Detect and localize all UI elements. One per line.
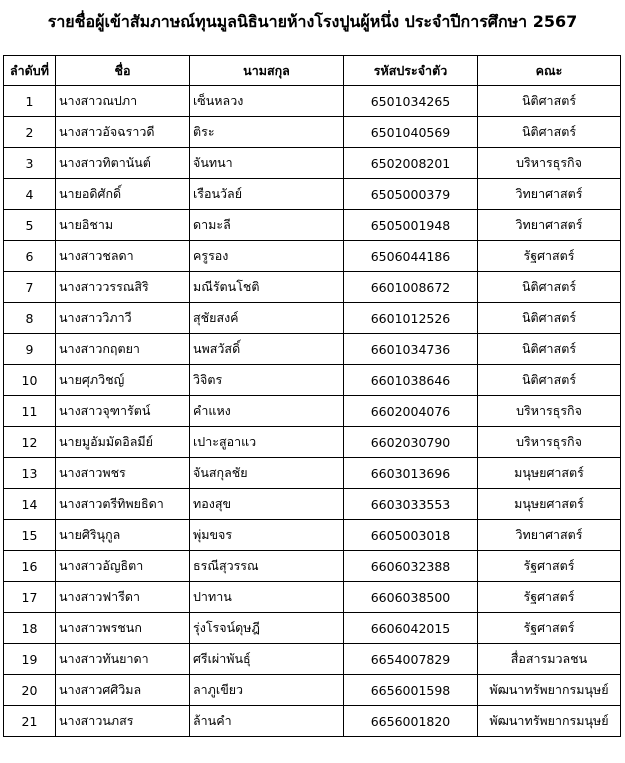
student-id: 6505000379 [344, 179, 478, 210]
interviewee-table [3, 55, 621, 737]
student-id: 6601012526 [344, 303, 478, 334]
first-name: นางสาวนภสร [56, 706, 190, 737]
last-name: วิจิตร [190, 365, 344, 396]
faculty: บริหารธุรกิจ [478, 148, 621, 179]
faculty: นิติศาสตร์ [478, 272, 621, 303]
last-name: มณีรัตนโชติ [190, 272, 344, 303]
first-name: นางสาวตรีทิพยธิดา [56, 489, 190, 520]
first-name: นายมูอัมมัดอิลมีย์ [56, 427, 190, 458]
page-title: รายชื่อผู้เข้าสัมภาษณ์ทุนมูลนิธินายห้างโรงปูนผู้หนึ่ง ประจำปีการศึกษา 2567 [47, 12, 578, 31]
faculty: รัฐศาสตร์ [478, 241, 621, 272]
header-name: ชื่อ [56, 56, 190, 86]
last-name: ดามะลี [190, 210, 344, 241]
student-id: 6602004076 [344, 396, 478, 427]
faculty: นิติศาสตร์ [478, 117, 621, 148]
faculty: มนุษยศาสตร์ [478, 458, 621, 489]
row-number: 13 [4, 458, 56, 489]
student-id: 6502008201 [344, 148, 478, 179]
first-name: นางสาวทันยาดา [56, 644, 190, 675]
table-row [4, 334, 621, 365]
student-id: 6501034265 [344, 86, 478, 117]
table-row [4, 241, 621, 272]
table-row [4, 117, 621, 148]
first-name: นางสาวกฤตยา [56, 334, 190, 365]
last-name: ติระ [190, 117, 344, 148]
row-number: 19 [4, 644, 56, 675]
row-number: 2 [4, 117, 56, 148]
faculty: พัฒนาทรัพยากรมนุษย์ [478, 706, 621, 737]
student-id: 6601034736 [344, 334, 478, 365]
faculty: รัฐศาสตร์ [478, 613, 621, 644]
table-row [4, 396, 621, 427]
last-name: ล้านคำ [190, 706, 344, 737]
table-row [4, 551, 621, 582]
row-number: 3 [4, 148, 56, 179]
header-num: ลำดับที่ [4, 56, 56, 86]
table-row [4, 675, 621, 706]
table-row [4, 179, 621, 210]
last-name: ธรณีสุวรรณ [190, 551, 344, 582]
table-header-row [4, 56, 621, 86]
row-number: 17 [4, 582, 56, 613]
table-row [4, 489, 621, 520]
last-name: จันสกุลชัย [190, 458, 344, 489]
student-id: 6506044186 [344, 241, 478, 272]
student-id: 6606038500 [344, 582, 478, 613]
faculty: มนุษยศาสตร์ [478, 489, 621, 520]
student-id: 6605003018 [344, 520, 478, 551]
first-name: นางสาวศศิวิมล [56, 675, 190, 706]
last-name: จันทนา [190, 148, 344, 179]
first-name: นางสาวอัญธิตา [56, 551, 190, 582]
faculty: นิติศาสตร์ [478, 86, 621, 117]
row-number: 8 [4, 303, 56, 334]
first-name: นางสาวพรชนก [56, 613, 190, 644]
last-name: ทองสุข [190, 489, 344, 520]
table-row [4, 520, 621, 551]
student-id: 6656001820 [344, 706, 478, 737]
first-name: นางสาวทิตานันต์ [56, 148, 190, 179]
last-name: เซ็นหลวง [190, 86, 344, 117]
last-name: เรือนวัลย์ [190, 179, 344, 210]
table-row [4, 303, 621, 334]
student-id: 6602030790 [344, 427, 478, 458]
row-number: 4 [4, 179, 56, 210]
table-row [4, 458, 621, 489]
first-name: นางสาวณปภา [56, 86, 190, 117]
last-name: สุชัยสงค์ [190, 303, 344, 334]
table-row [4, 272, 621, 303]
faculty: บริหารธุรกิจ [478, 396, 621, 427]
faculty: นิติศาสตร์ [478, 365, 621, 396]
first-name: นางสาวอัจฉราวดี [56, 117, 190, 148]
table-row [4, 210, 621, 241]
first-name: นางสาวฟารีดา [56, 582, 190, 613]
first-name: นางสาวพชร [56, 458, 190, 489]
first-name: นางสาวจุฑารัตน์ [56, 396, 190, 427]
faculty: นิติศาสตร์ [478, 334, 621, 365]
first-name: นายศิรินุกูล [56, 520, 190, 551]
row-number: 15 [4, 520, 56, 551]
last-name: ลาภูเขียว [190, 675, 344, 706]
header-faculty: คณะ [478, 56, 621, 86]
row-number: 9 [4, 334, 56, 365]
first-name: นางสาววรรณสิริ [56, 272, 190, 303]
row-number: 5 [4, 210, 56, 241]
first-name: นายอดิศักดิ์ [56, 179, 190, 210]
row-number: 10 [4, 365, 56, 396]
last-name: ครูรอง [190, 241, 344, 272]
student-id: 6606032388 [344, 551, 478, 582]
last-name: พุ่มขจร [190, 520, 344, 551]
last-name: รุ่งโรจน์ดุษฎี [190, 613, 344, 644]
table-body [4, 86, 621, 737]
table-row [4, 582, 621, 613]
table-row [4, 613, 621, 644]
row-number: 16 [4, 551, 56, 582]
student-id: 6603033553 [344, 489, 478, 520]
faculty: วิทยาศาสตร์ [478, 179, 621, 210]
faculty: พัฒนาทรัพยากรมนุษย์ [478, 675, 621, 706]
student-id: 6603013696 [344, 458, 478, 489]
header-surname: นามสกุล [190, 56, 344, 86]
table-row [4, 706, 621, 737]
row-number: 1 [4, 86, 56, 117]
last-name: นพสวัสดิ์ [190, 334, 344, 365]
last-name: ปาทาน [190, 582, 344, 613]
first-name: นางสาววิภาวี [56, 303, 190, 334]
student-id: 6601008672 [344, 272, 478, 303]
row-number: 14 [4, 489, 56, 520]
faculty: วิทยาศาสตร์ [478, 210, 621, 241]
student-id: 6656001598 [344, 675, 478, 706]
table-row [4, 148, 621, 179]
student-id: 6654007829 [344, 644, 478, 675]
header-student-id: รหัสประจำตัว [344, 56, 478, 86]
row-number: 11 [4, 396, 56, 427]
student-id: 6505001948 [344, 210, 478, 241]
table-row [4, 644, 621, 675]
faculty: รัฐศาสตร์ [478, 551, 621, 582]
row-number: 12 [4, 427, 56, 458]
row-number: 7 [4, 272, 56, 303]
table-row [4, 86, 621, 117]
faculty: สื่อสารมวลชน [478, 644, 621, 675]
last-name: คำแหง [190, 396, 344, 427]
row-number: 6 [4, 241, 56, 272]
student-id: 6501040569 [344, 117, 478, 148]
last-name: เปาะสูอาแว [190, 427, 344, 458]
faculty: บริหารธุรกิจ [478, 427, 621, 458]
row-number: 18 [4, 613, 56, 644]
faculty: รัฐศาสตร์ [478, 582, 621, 613]
first-name: นางสาวชลดา [56, 241, 190, 272]
first-name: นายอิชาม [56, 210, 190, 241]
last-name: ศรีเผ่าพันธุ์ [190, 644, 344, 675]
faculty: วิทยาศาสตร์ [478, 520, 621, 551]
student-id: 6601038646 [344, 365, 478, 396]
student-id: 6606042015 [344, 613, 478, 644]
row-number: 20 [4, 675, 56, 706]
row-number: 21 [4, 706, 56, 737]
faculty: นิติศาสตร์ [478, 303, 621, 334]
table-row [4, 427, 621, 458]
first-name: นายศุภวิชญ์ [56, 365, 190, 396]
table-row [4, 365, 621, 396]
